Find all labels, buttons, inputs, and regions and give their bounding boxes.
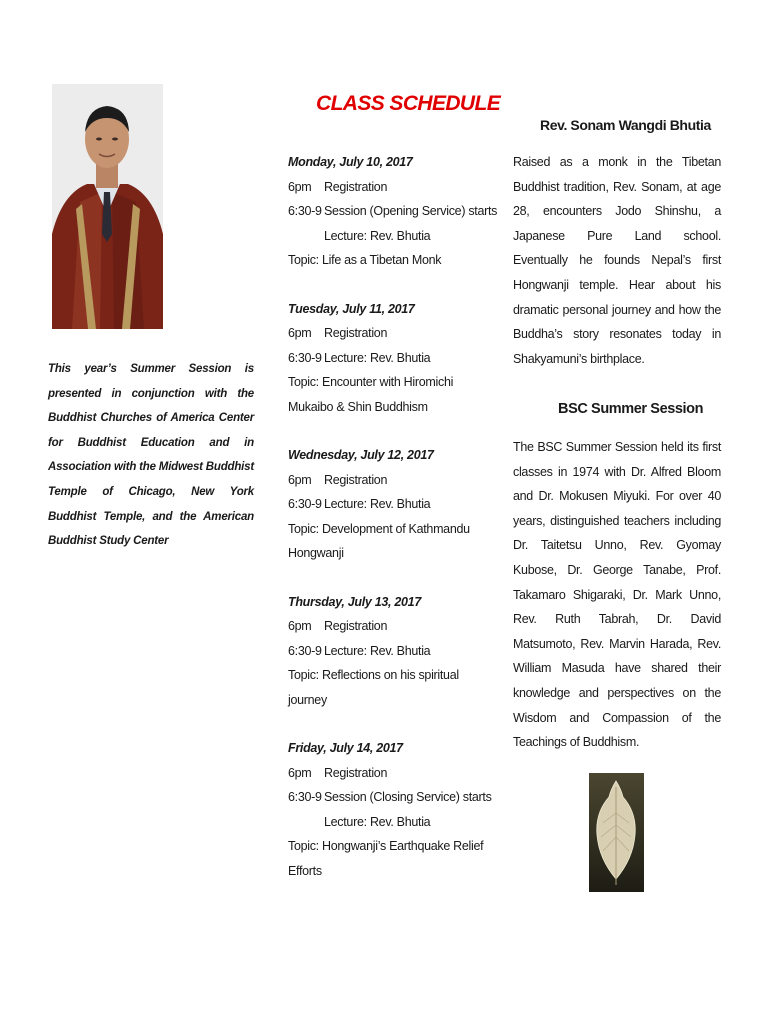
schedule-day-tuesday — [288, 297, 498, 420]
bsc-heading: BSC Summer Session — [558, 401, 704, 417]
topic-line: Topic: Encounter with Hiromichi — [288, 375, 454, 389]
session-time: 6:30-9 — [288, 204, 322, 218]
session-time: 6:30-9 — [288, 790, 322, 804]
topic-line: Topic: Reflections on his spiritual — [288, 668, 459, 682]
topic-line: Topic: Development of Kathmandu — [288, 521, 470, 536]
schedule-day-friday — [288, 736, 498, 883]
registration-time: 6pm — [288, 326, 312, 340]
speaker-photo — [52, 84, 163, 329]
bsc-description: The BSC Summer Session held its first classes in 1974 with Dr. Alfred Bloom and Dr. Mokusen Miyuki. For over 40 years, distinguished teachers including Dr. Taitetsu Unno, Rev. Gyomay Kubose, Dr. George Tanabe, Prof. Takamaro Shigaraki, Dr. Mark Unno, Rev. Ruth Tabrah, Dr. David Matsumoto, Rev. Marvin Harada, Rev. William Masuda have shared their knowledge and perspectives on the Wisdom and Compassion of the Teachings of Buddhism. — [513, 440, 721, 750]
session-label: Session (Opening Service) starts — [324, 204, 498, 218]
registration-label: Registration — [324, 619, 388, 633]
registration-label: Registration — [324, 765, 388, 780]
day-date: Thursday, July 13, 2017 — [288, 594, 421, 609]
lecture-line: Lecture: Rev. Bhutia — [324, 228, 431, 243]
schedule-title: CLASS SCHEDULE — [316, 92, 501, 115]
session-label: Lecture: Rev. Bhutia — [324, 350, 431, 365]
topic-line: Topic: Hongwanji’s Earthquake Relief — [288, 839, 484, 853]
day-date: Monday, July 10, 2017 — [288, 155, 413, 169]
session-label: Session (Closing Service) starts — [324, 790, 492, 804]
topic-line-continued: Mukaibo & Shin Buddhism — [288, 399, 428, 414]
class-schedule — [288, 150, 498, 907]
registration-time: 6pm — [288, 619, 312, 633]
topic-line-continued: Efforts — [288, 863, 322, 878]
session-time: 6:30-9 — [288, 643, 322, 658]
bodhi-leaf-image — [589, 773, 644, 892]
schedule-day-thursday — [288, 590, 498, 713]
registration-label: Registration — [324, 472, 388, 487]
day-date: Wednesday, July 12, 2017 — [288, 448, 434, 462]
lecture-line: Lecture: Rev. Bhutia — [324, 814, 431, 829]
day-date: Tuesday, July 11, 2017 — [288, 301, 415, 316]
registration-time: 6pm — [288, 179, 312, 194]
session-time: 6:30-9 — [288, 497, 322, 511]
session-label: Lecture: Rev. Bhutia — [324, 643, 431, 658]
session-time: 6:30-9 — [288, 350, 322, 365]
registration-time: 6pm — [288, 765, 312, 780]
topic-line: Topic: Life as a Tibetan Monk — [288, 253, 442, 267]
registration-time: 6pm — [288, 472, 312, 487]
speaker-bio: Raised as a monk in the Tibetan Buddhist tradition, Rev. Sonam, at age 28, encounters Jodo Shinshu, a Japanese Pure Land school. Eventually he founds Nepal’s first Hongwanji temple. Hear about his dramatic personal journey and how the Buddha’s story resonates today in Shakyamuni’s birthplace. — [513, 155, 721, 366]
speaker-name: Rev. Sonam Wangdi Bhutia — [540, 117, 711, 133]
intro-text: This year’s Summer Session is presented in conjunction with the Buddhist Churches of America Center for Buddhist Education and in Association with the Midwest Buddhist Temple of Chicago, New York Buddhist Temple, and the American Buddhist Study Center — [48, 363, 254, 548]
topic-line-continued: Hongwanji — [288, 546, 344, 560]
session-label: Lecture: Rev. Bhutia — [324, 497, 431, 511]
schedule-day-wednesday — [288, 443, 498, 566]
registration-label: Registration — [324, 326, 388, 340]
schedule-day-monday — [288, 150, 498, 273]
topic-line-continued: journey — [288, 692, 327, 707]
registration-label: Registration — [324, 179, 388, 194]
day-date: Friday, July 14, 2017 — [288, 741, 403, 755]
